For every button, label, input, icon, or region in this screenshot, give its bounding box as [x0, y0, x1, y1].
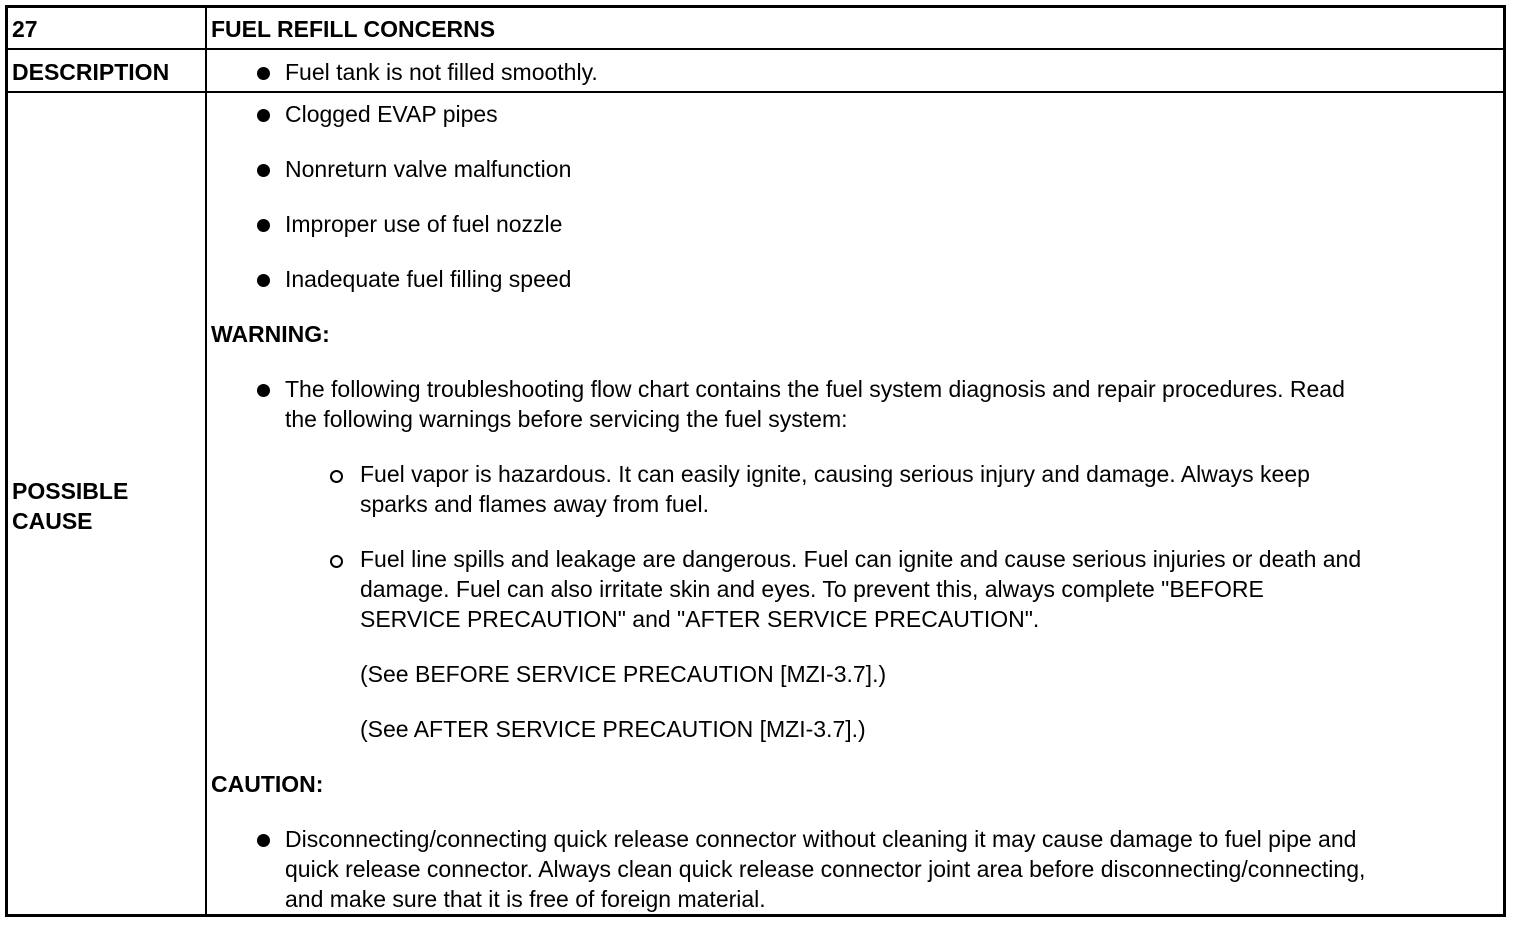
bullet-icon: [257, 219, 270, 232]
bullet-icon: [257, 164, 270, 177]
table-title: FUEL REFILL CONCERNS: [211, 16, 496, 42]
bullet-icon: [257, 274, 270, 287]
reference-after-service: (See AFTER SERVICE PRECAUTION [MZI-3.7].): [360, 716, 866, 742]
warning-main-line1: The following troubleshooting flow chart contains the fuel system diagnosis and repair procedures. Read: [285, 376, 1345, 402]
description-item: Fuel tank is not filled smoothly.: [285, 59, 598, 85]
bullet-icon: [257, 384, 270, 397]
warning-sub2-line3: SERVICE PRECAUTION" and "AFTER SERVICE PRECAUTION".: [360, 606, 1040, 632]
bullet-icon: [257, 109, 270, 122]
bullet-icon: [257, 67, 270, 80]
cause-item: Inadequate fuel filling speed: [285, 266, 572, 292]
warning-main-line2: the following warnings before servicing the fuel system:: [285, 406, 848, 432]
possible-cause-label-line2: CAUSE: [12, 508, 93, 534]
warning-sub1-line1: Fuel vapor is hazardous. It can easily ignite, causing serious injury and damage. Always keep: [360, 461, 1310, 487]
warning-sub1-line2: sparks and flames away from fuel.: [360, 491, 709, 517]
cause-item: Improper use of fuel nozzle: [285, 211, 563, 237]
bullet-icon: [257, 834, 270, 847]
warning-sub2-line2: damage. Fuel can also irritate skin and eyes. To prevent this, always complete "BEFORE: [360, 576, 1264, 602]
possible-cause-label-line1: POSSIBLE: [12, 478, 129, 504]
caution-line1: Disconnecting/connecting quick release connector without cleaning it may cause damage to fuel pipe and: [285, 826, 1357, 852]
caution-heading: CAUTION:: [211, 771, 324, 797]
row-divider-header: [8, 48, 1503, 50]
fuel-refill-concerns-table: [5, 5, 1506, 917]
sub-bullet-icon: [330, 555, 343, 568]
description-label: DESCRIPTION: [12, 59, 170, 85]
warning-sub2-line1: Fuel line spills and leakage are dangerous. Fuel can ignite and cause serious injuries or death and: [360, 546, 1362, 572]
table-number: 27: [12, 16, 38, 42]
sub-bullet-icon: [330, 470, 343, 483]
column-divider: [205, 8, 207, 914]
cause-item: Nonreturn valve malfunction: [285, 156, 572, 182]
cause-item: Clogged EVAP pipes: [285, 101, 498, 127]
caution-line3: and make sure that it is free of foreign material.: [285, 886, 766, 912]
caution-line2: quick release connector. Always clean quick release connector joint area before disconnecting/connecting,: [285, 856, 1366, 882]
warning-heading: WARNING:: [211, 321, 330, 347]
reference-before-service: (See BEFORE SERVICE PRECAUTION [MZI-3.7].): [360, 661, 887, 687]
row-divider-description: [8, 91, 1503, 93]
